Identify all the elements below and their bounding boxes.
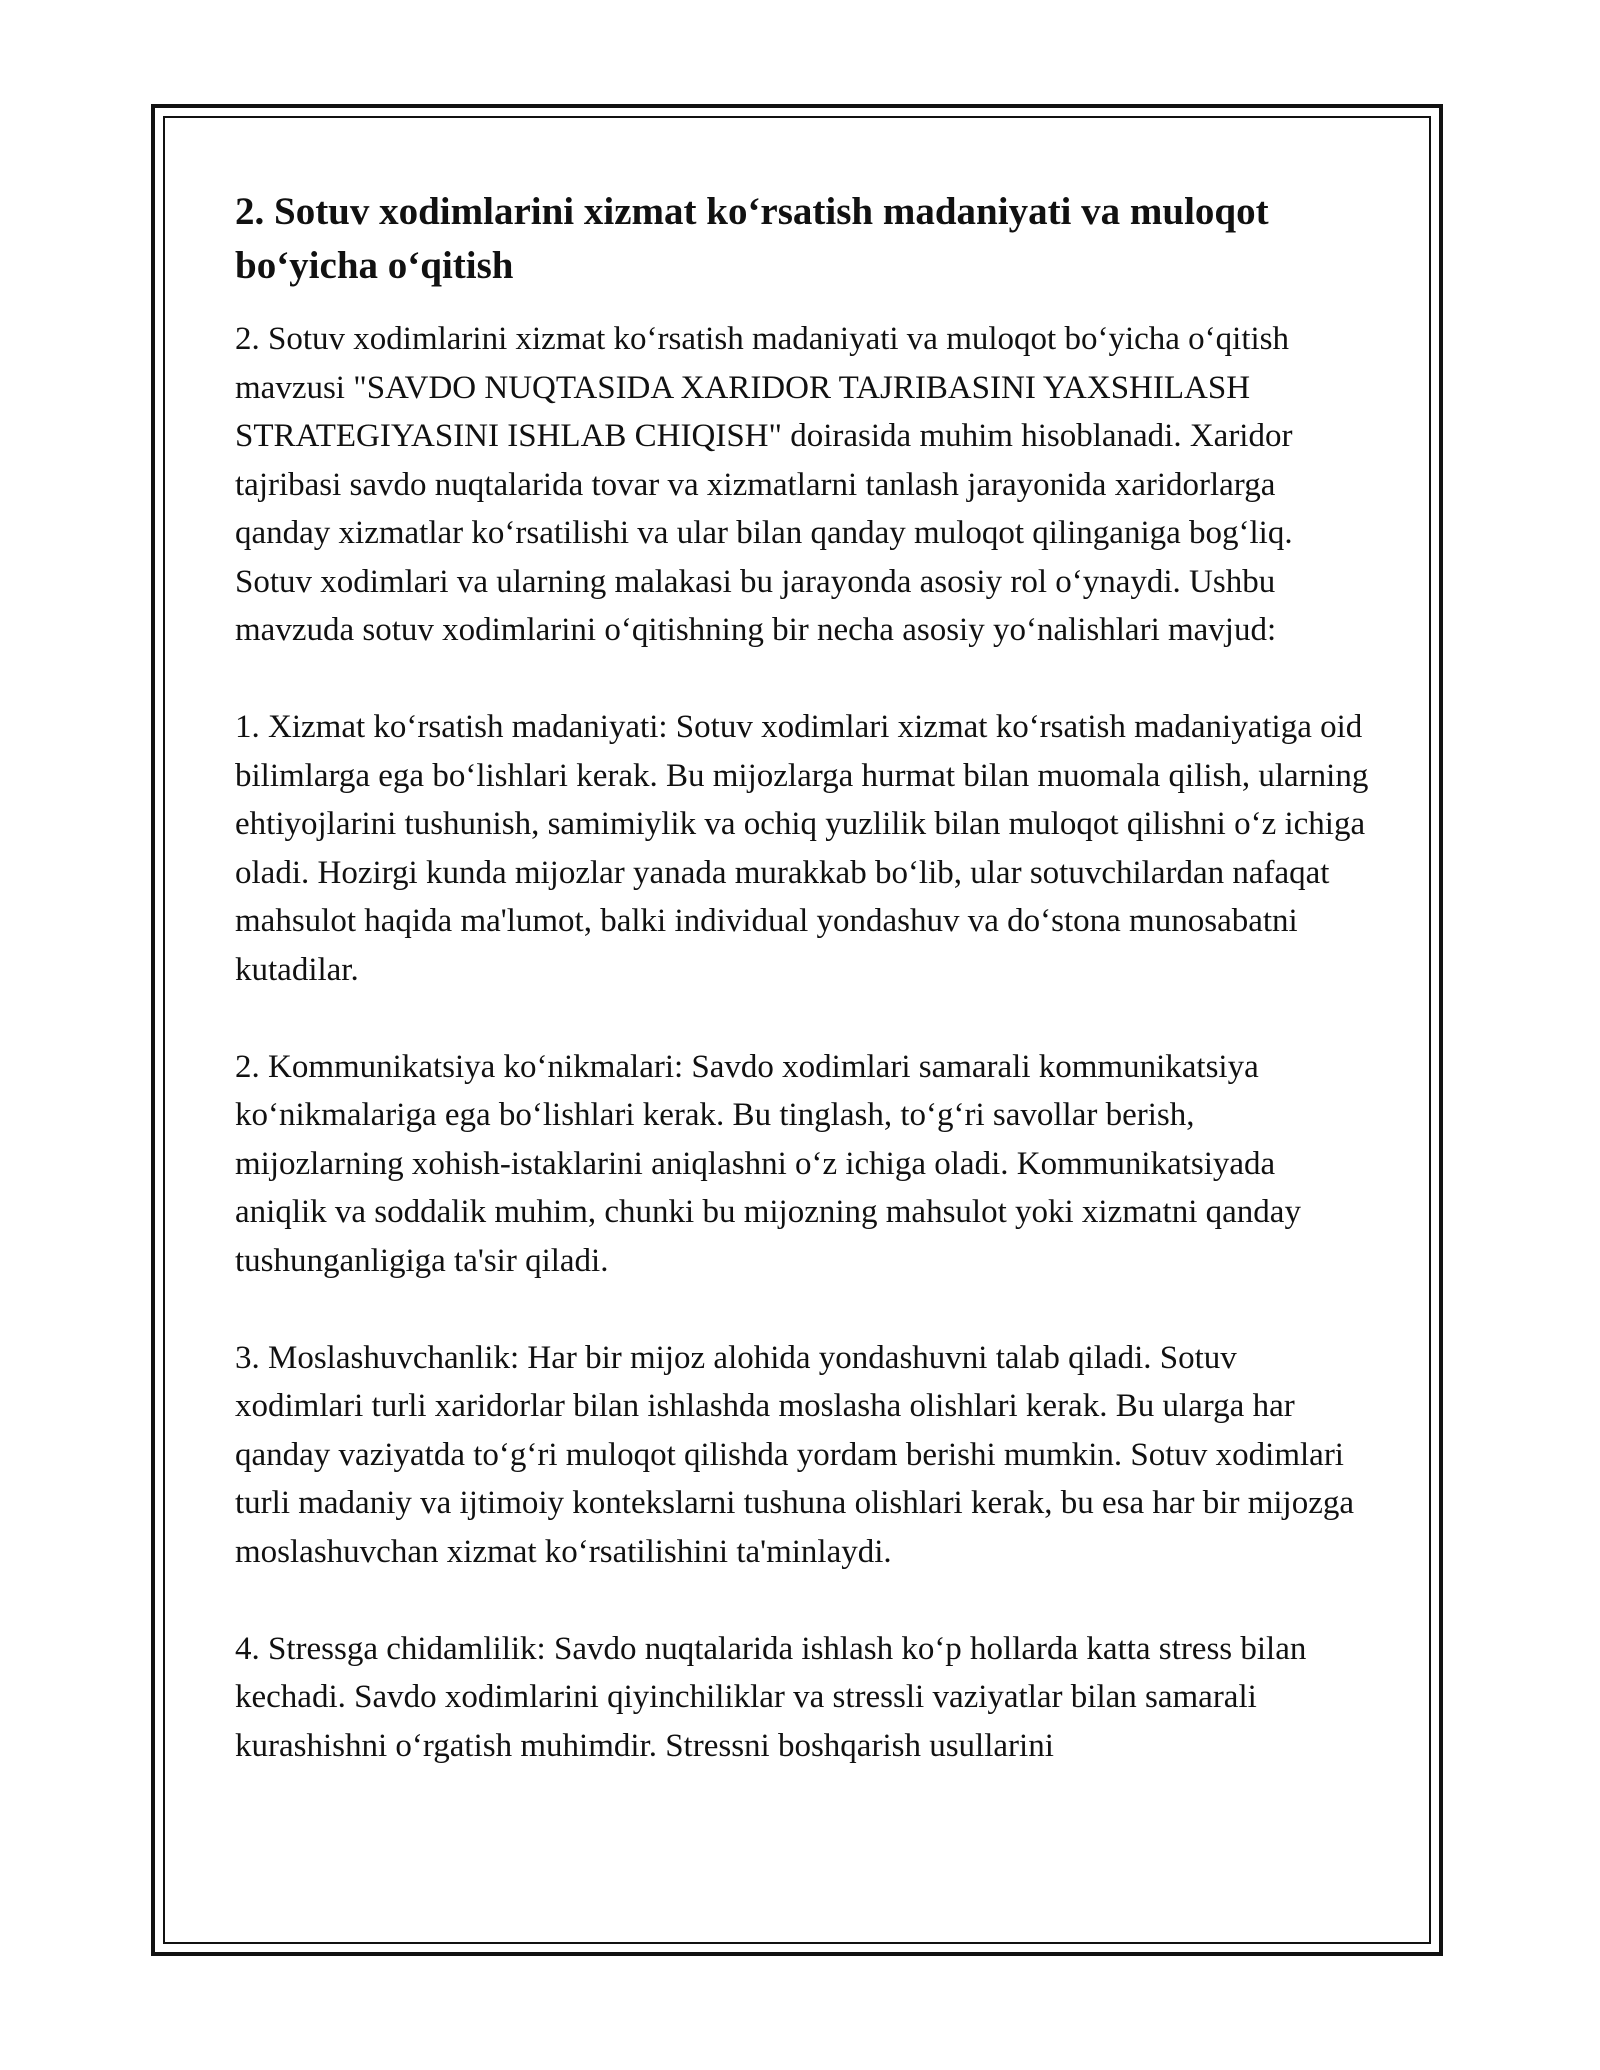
paragraph-stress-resistance: 4. Stressga chidamlilik: Savdo nuqtalarida ishlash ko‘p hollarda katta stress bilan kechadi. Savdo xodimlarini qiyinchiliklar va stressli vaziyatlar bilan samarali kurashishni o‘rgatish muhimdir. Stressni boshqarish usullarini — [235, 1630, 1307, 1764]
document-body — [235, 185, 1370, 1819]
paragraph-flexibility: 3. Moslashuvchanlik: Har bir mijoz alohida yondashuvni talab qiladi. Sotuv xodimlari turli xaridorlar bilan ishlashda moslasha olishlari kerak. Bu ularga har qanday vaziyatda to‘g‘ri muloqot qilishda yordam berishi mumkin. Sotuv xodimlari turli madaniy va ijtimoiy kontekslarni tushuna olishlari kerak, bu esa har bir mijozga moslashuvchan xizmat ko‘rsatilishini ta'minlaydi. — [235, 1339, 1354, 1570]
section-heading: 2. Sotuv xodimlarini xizmat ko‘rsatish madaniyati va muloqot bo‘yicha o‘qitish — [235, 190, 1269, 287]
paragraph-intro: 2. Sotuv xodimlarini xizmat ko‘rsatish madaniyati va muloqot bo‘yicha o‘qitish mavzusi "SAVDO NUQTASIDA XARIDOR TAJRIBASINI YAXSHILASH STRATEGIYASINI ISHLAB CHIQISH" doirasida muhim hisoblanadi. Xaridor tajribasi savdo nuqtalarida tovar va xizmatlarni tanlash jarayonida xaridorlarga qanday xizmatlar ko‘rsatilishi va ular bilan qanday muloqot qilinganiga bog‘liq. Sotuv xodimlari va ularning malakasi bu jarayonda asosiy rol o‘ynaydi. Ushbu mavzuda sotuv xodimlarini o‘qitishning bir necha asosiy yo‘nalishlari mavjud: — [235, 321, 1293, 648]
paragraph-service-culture: 1. Xizmat ko‘rsatish madaniyati: Sotuv xodimlari xizmat ko‘rsatish madaniyatiga oid bilimlarga ega bo‘lishlari kerak. Bu mijozlarga hurmat bilan muomala qilish, ularning ehtiyojlarini tushunish, samimiylik va ochiq yuzlilik bilan muloqot qilishni o‘z ichiga oladi. Hozirgi kunda mijozlar yanada murakkab bo‘lib, ular sotuvchilardan nafaqat mahsulot haqida ma'lumot, balki individual yondashuv va do‘stona munosabatni kutadilar. — [235, 709, 1369, 988]
paragraph-communication-skills: 2. Kommunikatsiya ko‘nikmalari: Savdo xodimlari samarali kommunikatsiya ko‘nikmalariga ega bo‘lishlari kerak. Bu tinglash, to‘g‘ri savollar berish, mijozlarning xohish-istaklarini aniqlashni o‘z ichiga oladi. Kommunikatsiyada aniqlik va soddalik muhim, chunki bu mijozning mahsulot yoki xizmatni qanday tushunganligiga ta'sir qiladi. — [235, 1048, 1301, 1279]
